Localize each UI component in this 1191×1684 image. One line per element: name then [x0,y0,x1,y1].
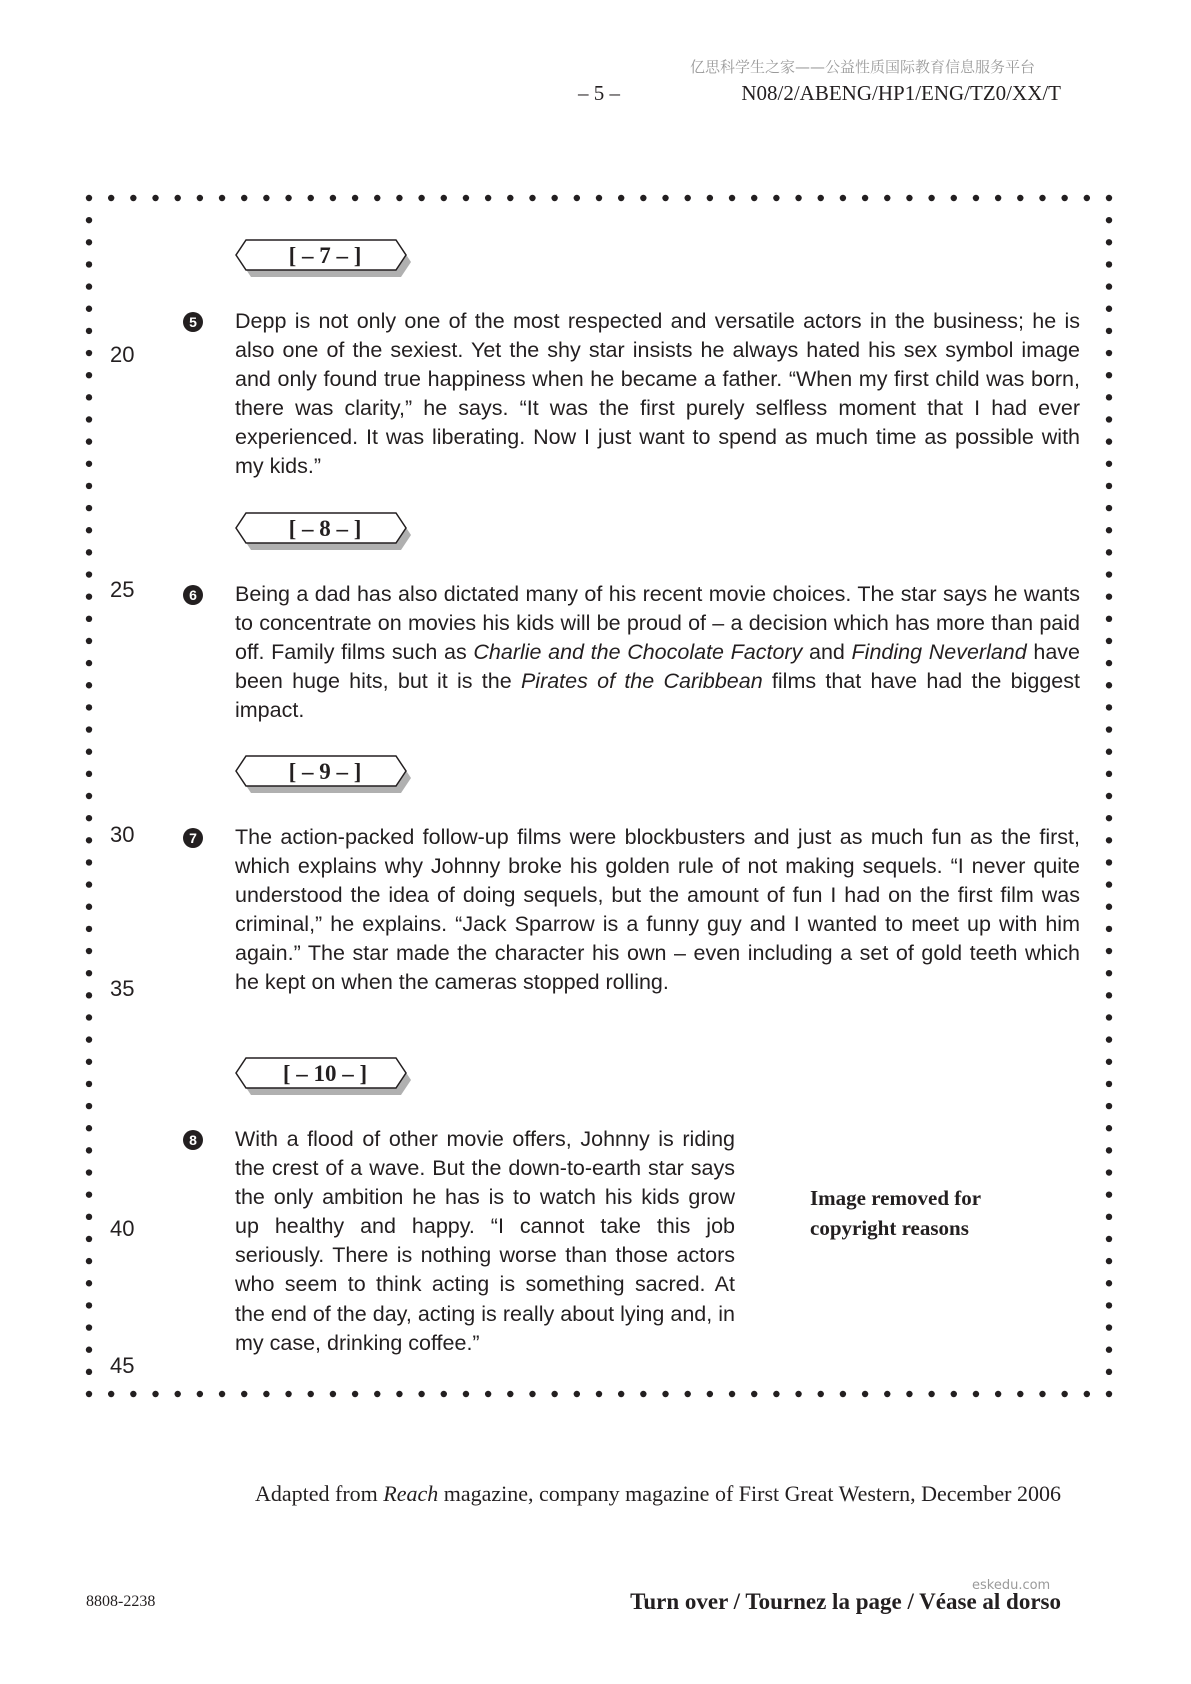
border-dot [1106,195,1112,201]
border-dot [1106,571,1112,577]
paragraph-number-8: 8 [183,1130,203,1150]
border-dot [1106,1324,1112,1330]
paragraph-6-text [235,580,1080,725]
paragraph-6-part: and [802,640,852,665]
border-dot [485,1391,491,1397]
border-dot [1106,461,1112,467]
border-dot [1106,837,1112,843]
border-dot [773,195,779,201]
film-title: Charlie and the Chocolate Factory [473,640,803,665]
paragraph-8-text: With a flood of other movie offers, Johnny is riding the crest of a wave. But the down-to-earth star says the only ambition he has is to watch his kids grow up healthy and happy. “I cannot take this job seriously. There is nothing worse than those actors who seem to think acting is something sacred. At the end of the day, acting is really about lying and, in my case, drinking coffee.” [235,1127,735,1355]
border-dot [86,1059,92,1065]
border-dot [1106,438,1112,444]
border-dot [1106,1036,1112,1042]
border-dot [596,1391,602,1397]
border-dot [1106,1103,1112,1109]
border-dot [1106,350,1112,356]
border-dot [906,195,912,201]
gap-label: [ – 7 – ] [288,243,362,268]
paragraph-number-5: 5 [183,312,203,332]
border-dot [1106,1059,1112,1065]
border-dot [640,1391,646,1397]
border-dot [197,1391,203,1397]
border-dot [1106,704,1112,710]
border-dot [86,1103,92,1109]
border-dot [1039,1391,1045,1397]
border-dot [1106,1302,1112,1308]
border-dot [86,505,92,511]
border-dot [86,726,92,732]
border-dot [1106,283,1112,289]
border-dot [86,1391,92,1397]
border-dot [86,1236,92,1242]
border-dot [1106,394,1112,400]
border-dot [86,859,92,865]
border-dot [618,1391,624,1397]
border-dot [1106,1147,1112,1153]
border-dot [729,195,735,201]
footer-code: 8808-2238 [86,1593,156,1610]
border-dot [1084,1391,1090,1397]
border-dot [86,239,92,245]
border-dot [1106,505,1112,511]
gap-label: [ – 8 – ] [288,516,362,541]
border-dot [662,1391,668,1397]
border-dot [995,1391,1001,1397]
border-dot [1106,660,1112,666]
border-dot [1106,682,1112,688]
border-dot [862,195,868,201]
border-dot [1106,926,1112,932]
border-dot [1106,1258,1112,1264]
footer-watermark: eskedu.com [972,1578,1051,1593]
border-dot [352,1391,358,1397]
border-dot [86,328,92,334]
paragraph-6-part: films that have had the biggest impact. [235,669,1080,723]
border-dot [1106,726,1112,732]
border-dot [1106,793,1112,799]
paragraph-7-text: The action-packed follow-up films were blockbusters and just as much fun as the first, which explains why Johnny broke his golden rule of not making sequels. “I never quite understood the idea of doing sequels, but the amount of fun I had on the first film was criminal,” he explains. “Jack Sparrow is a funny guy and I wanted to meet up with him again.” The star made the character his own – even including a set of gold teeth which he kept on when the cameras stopped rolling. [235,825,1080,995]
border-dot [86,350,92,356]
border-dot [152,195,158,201]
border-dot [418,195,424,201]
border-dot [729,1391,735,1397]
border-dot [1106,527,1112,533]
border-dot [773,1391,779,1397]
border-dot [108,1391,114,1397]
border-dot [308,195,314,201]
border-dot [86,217,92,223]
border-dot [1017,195,1023,201]
border-dot [330,1391,336,1397]
source-citation [255,1481,1061,1507]
border-dot [396,195,402,201]
border-dot [1106,1369,1112,1375]
watermark-text: 亿思科学生之家——公益性质国际教育信息服务平台 [690,58,1036,76]
border-dot [86,394,92,400]
border-dot [86,372,92,378]
border-dot [86,815,92,821]
border-dot [86,195,92,201]
line-number: 25 [110,577,135,602]
border-dot [840,1391,846,1397]
border-dot [86,1280,92,1286]
gap-box-10 [232,1056,418,1094]
border-dot [596,195,602,201]
border-dot [1106,970,1112,976]
border-dot [1106,1014,1112,1020]
border-dot [884,195,890,201]
border-dot [751,195,757,201]
border-dot [1106,1236,1112,1242]
border-dot [574,1391,580,1397]
border-dot [1106,749,1112,755]
border-dot [1106,1347,1112,1353]
border-dot [86,593,92,599]
border-dot [906,1391,912,1397]
border-dot [86,571,92,577]
border-dot [352,195,358,201]
border-dot [1039,195,1045,201]
border-dot [86,1302,92,1308]
magazine-title: Reach [383,1481,439,1506]
border-dot [884,1391,890,1397]
border-dot [86,306,92,312]
paragraph-number-6: 6 [183,585,203,605]
border-dot [86,1147,92,1153]
border-dot [219,1391,225,1397]
border-dot [618,195,624,201]
source-suffix: magazine, company magazine of First Great Western, December 2006 [438,1481,1061,1506]
border-dot [1106,859,1112,865]
border-dot [86,438,92,444]
border-dot [241,1391,247,1397]
border-dot [928,195,934,201]
border-dot [86,1347,92,1353]
border-dot [1106,372,1112,378]
border-dot [818,1391,824,1397]
border-dot [1106,261,1112,267]
border-dot [1106,1081,1112,1087]
border-dot [1084,195,1090,201]
gap-box-7 [232,238,418,276]
border-dot [507,1391,513,1397]
border-dot [86,1036,92,1042]
border-dot [330,195,336,201]
gap-label: [ – 10 – ] [282,1061,368,1086]
border-dot [707,195,713,201]
line-number: 45 [110,1353,135,1378]
border-dot [1106,217,1112,223]
border-dot [86,1214,92,1220]
border-dot [1106,1280,1112,1286]
border-dot [86,483,92,489]
border-dot [529,1391,535,1397]
paragraph-number-7: 7 [183,828,203,848]
border-dot [684,1391,690,1397]
border-dot [640,195,646,201]
border-dot [130,195,136,201]
border-dot [130,1391,136,1397]
paragraph-5-text: Depp is not only one of the most respected and versatile actors in the business; he is also one of the sexiest. Yet the shy star insists he always hated his sex symbol image and only found true happiness when he became a father. “When my first child was born, there was clarity,” he says. “It was the first purely selfless moment that I had ever experienced. It was liberating. Now I just want to spend as much time as possible with my kids.” [235,309,1080,479]
border-dot [1106,328,1112,334]
border-dot [1106,992,1112,998]
border-dot [86,771,92,777]
border-dot [219,195,225,201]
line-number: 30 [110,822,135,847]
border-dot [86,1324,92,1330]
border-dot [86,881,92,887]
border-dot [86,970,92,976]
border-dot [86,948,92,954]
gap-box-8 [232,511,418,549]
paragraph-6-part: have been huge hits, but it is the [235,640,1080,694]
border-dot [1106,593,1112,599]
border-dot [86,1125,92,1131]
border-dot [86,704,92,710]
border-dot [197,195,203,201]
source-prefix: Adapted from [254,1481,384,1506]
border-dot [1106,306,1112,312]
border-dot [1106,1214,1112,1220]
border-dot [551,1391,557,1397]
border-dot [241,195,247,201]
border-dot [1106,771,1112,777]
border-dot [308,1391,314,1397]
border-dot [86,283,92,289]
border-dot [441,1391,447,1397]
line-number: 35 [110,976,135,1001]
border-dot [174,1391,180,1397]
border-dot [86,904,92,910]
line-number: 20 [110,342,135,367]
paragraph-6-part: Being a dad has also dictated many of his recent movie choices. The star says he wants to concentrate on movies his kids will be proud of – a decision which has more than paid off. Family films such as [235,582,1080,665]
border-dot [507,195,513,201]
border-dot [928,1391,934,1397]
film-title: Finding Neverland [851,640,1027,665]
border-dot [152,1391,158,1397]
border-dot [86,1191,92,1197]
border-dot [86,793,92,799]
border-dot [1106,1391,1112,1397]
border-dot [973,195,979,201]
border-dot [418,1391,424,1397]
border-dot [995,195,1001,201]
border-dot [396,1391,402,1397]
border-dot [86,1169,92,1175]
border-dot [973,1391,979,1397]
border-dot [174,195,180,201]
border-dot [86,416,92,422]
border-dot [263,1391,269,1397]
border-dot [374,195,380,201]
border-dot [86,1014,92,1020]
border-dot [1106,416,1112,422]
border-dot [86,837,92,843]
border-dot [1106,881,1112,887]
border-dot [1017,1391,1023,1397]
border-dot [551,195,557,201]
border-dot [1106,815,1112,821]
border-dot [862,1391,868,1397]
document-code: N08/2/ABENG/HP1/ENG/TZ0/XX/T [741,81,1061,105]
border-dot [285,1391,291,1397]
border-dot [263,195,269,201]
border-dot [1106,549,1112,555]
border-dot [684,195,690,201]
border-dot [285,195,291,201]
border-dot [751,1391,757,1397]
border-dot [1061,1391,1067,1397]
border-dot [1106,904,1112,910]
border-dot [463,195,469,201]
border-dot [485,195,491,201]
image-removed-note: Image removed for copyright reasons [810,1186,981,1240]
border-dot [840,195,846,201]
gap-label: [ – 9 – ] [288,759,362,784]
film-title: Pirates of the Caribbean [520,669,763,694]
border-dot [86,992,92,998]
border-dot [951,1391,957,1397]
border-dot [1106,1125,1112,1131]
border-dot [707,1391,713,1397]
border-dot [795,1391,801,1397]
border-dot [951,195,957,201]
border-dot [795,195,801,201]
border-dot [441,195,447,201]
border-dot [529,195,535,201]
border-dot [1106,616,1112,622]
border-dot [1106,483,1112,489]
border-dot [86,261,92,267]
line-number: 40 [110,1216,135,1241]
border-dot [463,1391,469,1397]
border-dot [86,638,92,644]
border-dot [86,926,92,932]
border-dot [574,195,580,201]
border-dot [86,1081,92,1087]
border-dot [86,549,92,555]
border-dot [86,749,92,755]
border-dot [86,616,92,622]
border-dot [374,1391,380,1397]
border-dot [1106,1169,1112,1175]
gap-box-9 [232,754,418,792]
border-dot [108,195,114,201]
page-number: – 5 – [578,81,620,105]
border-dot [1106,1191,1112,1197]
border-dot [86,682,92,688]
turn-over-text: Turn over / Tournez la page / Véase al dorso [630,1589,1061,1614]
border-dot [86,461,92,467]
border-dot [86,527,92,533]
border-dot [86,1369,92,1375]
border-dot [86,660,92,666]
border-dot [86,1258,92,1264]
border-dot [662,195,668,201]
border-dot [1106,948,1112,954]
border-dot [1061,195,1067,201]
border-dot [1106,638,1112,644]
border-dot [1106,239,1112,245]
border-dot [818,195,824,201]
